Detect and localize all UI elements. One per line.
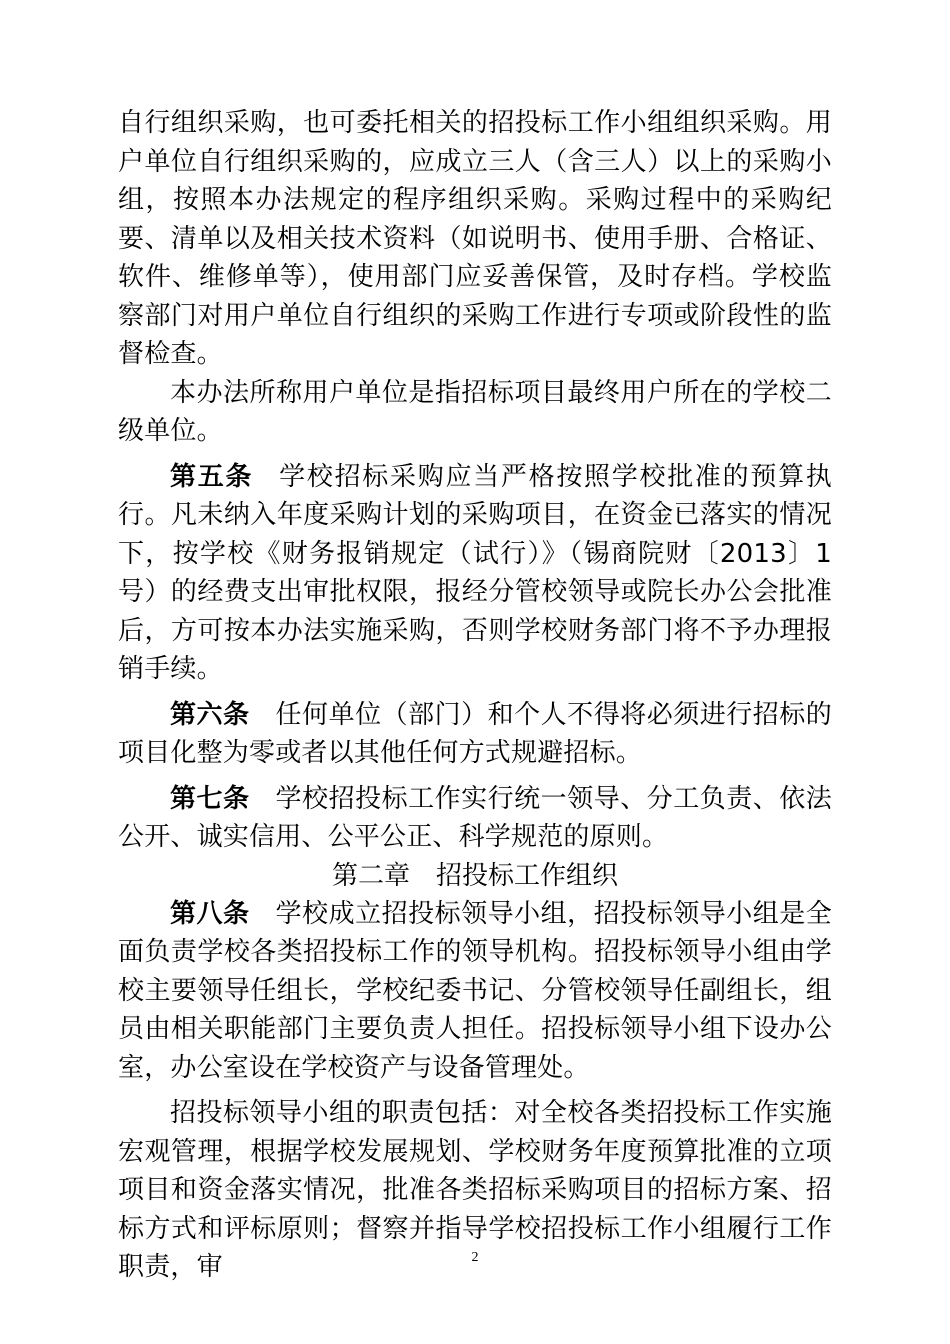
article-label: 第五条: [170, 461, 254, 492]
paragraph: 招投标领导小组的职责包括：对全校各类招投标工作实施宏观管理，根据学校发展规划、学校财务年度预算批准的立项项目和资金落实情况，批准各类招标采购项目的招标方案、招标方式和评标原则；督察并指导学校招投标工作小组履行工作职责，审: [118, 1098, 832, 1282]
article-text: 学校成立招投标领导小组，招投标领导小组是全面负责学校各类招投标工作的领导机构。招投标领导小组由学校主要领导任组长，学校纪委书记、分管校领导任副组长，组员由相关职能部门主要负责人担任。招投标领导小组下设办公室，办公室设在学校资产与设备管理处。: [118, 898, 832, 1083]
document-body: [118, 104, 832, 1287]
article-label: 第八条: [170, 898, 250, 929]
page-number: 2: [471, 1250, 479, 1265]
article-8: [118, 895, 832, 1088]
chapter-title: 第二章 招投标工作组织: [331, 860, 618, 891]
article-5: [118, 458, 832, 689]
article-label: 第六条: [170, 699, 250, 730]
article-6: [118, 696, 832, 773]
article-7: [118, 780, 832, 857]
article-text: 任何单位（部门）和个人不得将必须进行招标的项目化整为零或者以其他任何方式规避招标。: [118, 699, 832, 768]
article-label: 第七条: [170, 783, 250, 814]
article-text: 学校招标采购应当严格按照学校批准的预算执行。凡未纳入年度采购计划的采购项目，在资金已落实的情况下，按学校《财务报销规定（试行）》（锡商院财〔2013〕1 号）的经费支出审批权限，报经分管校领导或院长办公会批准后，方可按本办法实施采购，否则学校财务部门将不予办理报销手续。: [118, 461, 832, 684]
chapter-heading: [118, 857, 832, 895]
paragraph: 自行组织采购，也可委托相关的招投标工作小组组织采购。用户单位自行组织采购的，应成立三人（含三人）以上的采购小组，按照本办法规定的程序组织采购。采购过程中的采购纪要、清单以及相关技术资料（如说明书、使用手册、合格证、软件、维修单等），使用部门应妥善保管，及时存档。学校监察部门对用户单位自行组织的采购工作进行专项或阶段性的监督检查。: [118, 108, 832, 369]
paragraph: 本办法所称用户单位是指招标项目最终用户所在的学校二级单位。: [118, 377, 832, 446]
article-text: 学校招投标工作实行统一领导、分工负责、依法公开、诚实信用、公平公正、科学规范的原则。: [118, 783, 832, 852]
